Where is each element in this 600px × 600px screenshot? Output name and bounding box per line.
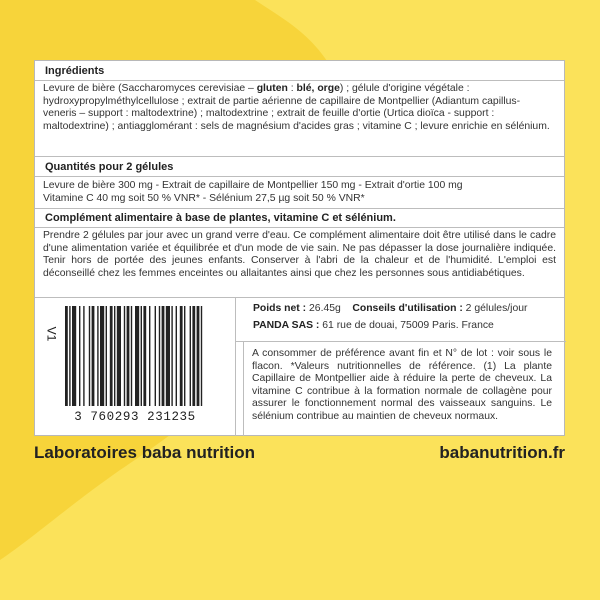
barcode-bar (135, 306, 139, 406)
ingredients-text: Levure de bière (Saccharomyces cerevisiae – gluten : blé, orge) ; gélule d'origine végétale : hydroxypropylméthylcellulose ; extrait de partie aérienne de capillaire de Montpellier (Adiantum capillus- veneris – support : maltodextrine) ; maltodextrine ; extrait de feuille d'ortie (Urtica dioïca - support : maltodextrine) ; antiagglomérant : sels de magnésium d'acides gras ; vitamine C ; levure enrichie en sélénium. (43, 83, 550, 132)
complement-title: Complément alimentaire à base de plantes, vitamine C et sélénium. (45, 212, 396, 224)
barcode-bar (127, 306, 130, 406)
barcode-bar (155, 306, 156, 406)
quantities-line-2: Vitamine C 40 mg soit 50 % VNR* - Sélénium 27,5 µg soit 50 % VNR* (43, 193, 365, 204)
barcode-bar (149, 306, 150, 406)
barcode-bar (117, 306, 121, 406)
barcode-bar (65, 306, 68, 406)
divider-vertical (235, 298, 236, 436)
barcode-bar (97, 306, 98, 406)
product-label (34, 60, 565, 436)
divider (236, 341, 566, 342)
divider (35, 227, 564, 228)
website-url: babanutrition.fr (439, 443, 565, 462)
barcode-bar (162, 306, 165, 406)
usage-text: Prendre 2 gélules par jour avec un grand verre d'eau. Ce complément alimentaire doit être utilisé dans le cadre d'une alimentation variée et équilibrée et d'un mode de vie sain. Ne pas dépasser la dose journalière indiquée. Tenir hors de portée des jeunes enfants. Conserver à l'abri de la chaleur et de l'humidité. L'emploi est déconseillé chez les femmes enceintes ou allaitantes ainsi que chez les personnes sous antidiabétiques. (43, 230, 556, 279)
barcode-bar (190, 306, 191, 406)
barcode-bar (159, 306, 160, 406)
ingredients-title: Ingrédients (45, 65, 105, 77)
ingredients-section (35, 64, 564, 78)
barcode-bar (110, 306, 113, 406)
barcode-bar (92, 306, 95, 406)
barcode-bar (83, 306, 84, 406)
barcode-bar (72, 306, 76, 406)
barcode-bar (131, 306, 132, 406)
barcode-bar (180, 306, 183, 406)
barcode-bar (184, 306, 185, 406)
barcode-bar (197, 306, 200, 406)
barcode-bar (143, 306, 146, 406)
brand-name: Laboratoires baba nutrition (34, 443, 256, 462)
barcode-bar (176, 306, 177, 406)
barcode-bar (166, 306, 170, 406)
divider (35, 208, 564, 209)
quantities-title: Quantités pour 2 gélules (45, 161, 174, 173)
weight-and-usage: Poids net : 26.45g Conseils d'utilisation : 2 gélules/jour (253, 303, 528, 314)
barcode-bar (171, 306, 172, 406)
barcode-bar (79, 306, 80, 406)
version-mark: V1 (44, 326, 59, 342)
divider (35, 80, 564, 81)
barcode-bar (100, 306, 104, 406)
barcode-bar (192, 306, 195, 406)
barcode-number: 3 760293 231235 (74, 410, 196, 424)
divider (35, 176, 564, 177)
barcode-bar (89, 306, 90, 406)
complement-section (35, 211, 564, 225)
barcode-bar (114, 306, 115, 406)
barcode-bar (141, 306, 142, 406)
barcode-bar (201, 306, 202, 406)
company-address: PANDA SAS : 61 rue de douai, 75009 Paris. France (253, 320, 494, 331)
divider (35, 156, 564, 157)
quantities-line-1: Levure de bière 300 mg - Extrait de capillaire de Montpellier 150 mg - Extrait d'ortie 100 mg (43, 180, 463, 191)
barcode-bar (69, 306, 70, 406)
barcode-bar (106, 306, 107, 406)
notes-text: A consommer de préférence avant fin et N° de lot : voir sous le flacon. *Valeurs nutritionnelles de référence. (1) La plante Capillaire de Montpellier aide à réduire la perte de cheveux. La vitamine C contribue à la formation normale de collagène pour assurer le fonctionnement normal des vaisseaux sanguins. Le sélénium contribue au maintien de cheveux normaux. (252, 348, 552, 422)
barcode-bar (124, 306, 125, 406)
quantities-section (35, 160, 564, 174)
